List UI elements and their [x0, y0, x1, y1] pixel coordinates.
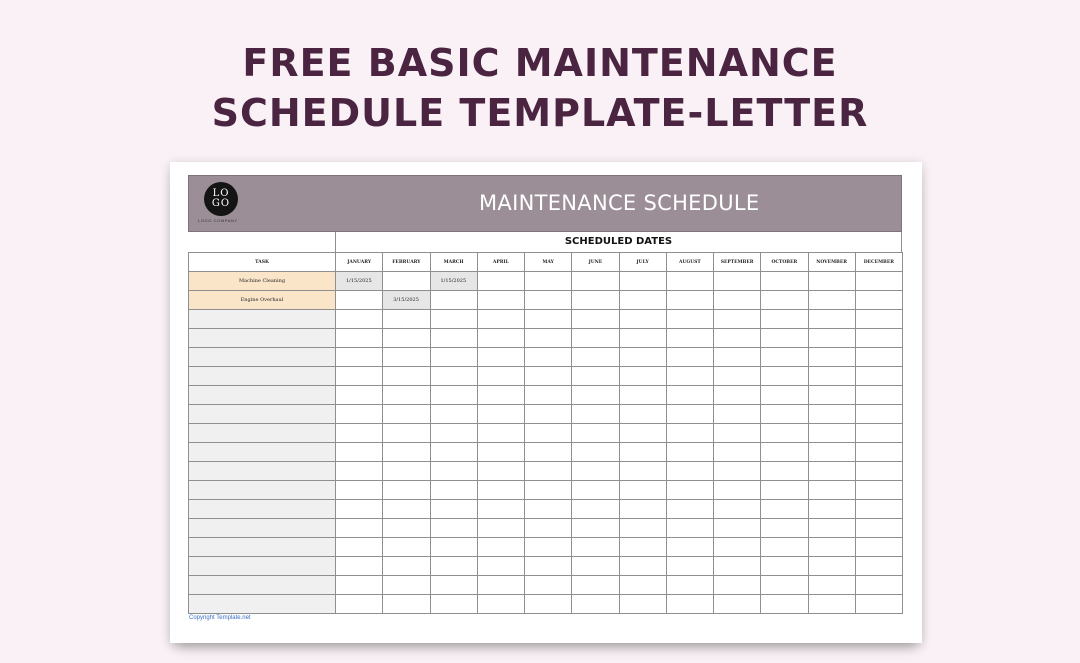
- date-cell[interactable]: [336, 405, 383, 424]
- date-cell[interactable]: 1/15/2025: [336, 272, 383, 291]
- date-cell[interactable]: [666, 576, 713, 595]
- table-row: [189, 538, 903, 557]
- date-cell[interactable]: [855, 500, 902, 519]
- date-cell[interactable]: [808, 405, 855, 424]
- date-cell[interactable]: [619, 405, 666, 424]
- company-logo: [204, 182, 238, 216]
- date-cell[interactable]: [666, 291, 713, 310]
- date-cell[interactable]: [761, 405, 808, 424]
- date-cell[interactable]: [761, 538, 808, 557]
- date-cell[interactable]: [572, 576, 619, 595]
- date-cell[interactable]: [336, 367, 383, 386]
- date-cell[interactable]: [666, 557, 713, 576]
- date-cell[interactable]: [477, 519, 524, 538]
- date-cell[interactable]: [619, 272, 666, 291]
- date-cell[interactable]: [761, 481, 808, 500]
- column-header-month: DECEMBER: [855, 253, 902, 272]
- date-cell[interactable]: [525, 405, 572, 424]
- date-cell[interactable]: [855, 386, 902, 405]
- date-cell[interactable]: [383, 272, 430, 291]
- logo-subtitle: LOGO COMPANY: [198, 218, 238, 223]
- date-cell[interactable]: [666, 519, 713, 538]
- table-row: [189, 424, 903, 443]
- task-cell[interactable]: Engine Overhaul: [189, 291, 336, 310]
- date-cell[interactable]: [525, 595, 572, 614]
- document-sheet: [170, 162, 922, 643]
- date-cell[interactable]: [430, 595, 477, 614]
- date-cell[interactable]: [572, 367, 619, 386]
- date-cell[interactable]: [808, 272, 855, 291]
- date-cell[interactable]: [525, 557, 572, 576]
- date-cell[interactable]: [808, 481, 855, 500]
- date-cell[interactable]: [808, 538, 855, 557]
- column-header-month: AUGUST: [666, 253, 713, 272]
- date-cell[interactable]: [336, 595, 383, 614]
- headline: [0, 38, 1080, 138]
- column-header-month: APRIL: [477, 253, 524, 272]
- date-cell[interactable]: [336, 348, 383, 367]
- date-cell[interactable]: [336, 481, 383, 500]
- date-cell[interactable]: [808, 424, 855, 443]
- date-cell[interactable]: [714, 595, 761, 614]
- date-cell[interactable]: [855, 310, 902, 329]
- date-cell[interactable]: [666, 405, 713, 424]
- date-cell[interactable]: [383, 348, 430, 367]
- date-cell[interactable]: [761, 291, 808, 310]
- date-cell[interactable]: [477, 462, 524, 481]
- date-cell[interactable]: [619, 443, 666, 462]
- date-cell[interactable]: [808, 348, 855, 367]
- date-cell[interactable]: [761, 595, 808, 614]
- date-cell[interactable]: [761, 557, 808, 576]
- logo-text-line-2: GO: [211, 198, 231, 209]
- date-cell[interactable]: [714, 424, 761, 443]
- date-cell[interactable]: [619, 519, 666, 538]
- date-cell[interactable]: [477, 481, 524, 500]
- date-cell[interactable]: [525, 481, 572, 500]
- date-cell[interactable]: [572, 481, 619, 500]
- date-cell[interactable]: [619, 329, 666, 348]
- column-header-month: SEPTEMBER: [714, 253, 761, 272]
- column-header-task: TASK: [189, 253, 336, 272]
- date-cell[interactable]: [808, 519, 855, 538]
- date-cell[interactable]: [761, 348, 808, 367]
- date-cell[interactable]: [761, 443, 808, 462]
- date-cell[interactable]: [761, 519, 808, 538]
- table-row: [189, 557, 903, 576]
- date-cell[interactable]: [477, 386, 524, 405]
- date-cell[interactable]: [761, 386, 808, 405]
- date-cell[interactable]: [525, 329, 572, 348]
- date-cell[interactable]: [383, 424, 430, 443]
- date-cell[interactable]: [714, 348, 761, 367]
- table-row: [189, 310, 903, 329]
- date-cell[interactable]: [855, 443, 902, 462]
- date-cell[interactable]: [525, 367, 572, 386]
- date-cell[interactable]: [572, 405, 619, 424]
- task-cell[interactable]: [189, 481, 336, 500]
- date-cell[interactable]: [808, 595, 855, 614]
- date-cell[interactable]: [477, 367, 524, 386]
- task-cell[interactable]: [189, 500, 336, 519]
- date-cell[interactable]: [855, 291, 902, 310]
- task-cell[interactable]: [189, 443, 336, 462]
- table-row: [189, 405, 903, 424]
- date-cell[interactable]: [619, 367, 666, 386]
- date-cell[interactable]: [383, 538, 430, 557]
- column-header-month: JULY: [619, 253, 666, 272]
- date-cell[interactable]: [336, 291, 383, 310]
- column-header-month: MARCH: [430, 253, 477, 272]
- table-row: [189, 386, 903, 405]
- date-cell[interactable]: [572, 272, 619, 291]
- date-cell[interactable]: [714, 291, 761, 310]
- date-cell[interactable]: [855, 462, 902, 481]
- date-cell[interactable]: [619, 538, 666, 557]
- date-cell[interactable]: [619, 424, 666, 443]
- date-cell[interactable]: [714, 519, 761, 538]
- date-cell[interactable]: [477, 424, 524, 443]
- date-cell[interactable]: [714, 443, 761, 462]
- logo-text-line-1: LO: [212, 188, 230, 199]
- date-cell[interactable]: [619, 462, 666, 481]
- date-cell[interactable]: [525, 348, 572, 367]
- date-cell[interactable]: [525, 291, 572, 310]
- date-cell[interactable]: [714, 481, 761, 500]
- schedule-table: [188, 252, 903, 614]
- date-cell[interactable]: [855, 557, 902, 576]
- date-cell[interactable]: [714, 462, 761, 481]
- date-cell[interactable]: [572, 538, 619, 557]
- date-cell[interactable]: [572, 424, 619, 443]
- date-cell[interactable]: [666, 386, 713, 405]
- date-cell[interactable]: [525, 424, 572, 443]
- date-cell[interactable]: [666, 272, 713, 291]
- date-cell[interactable]: [666, 481, 713, 500]
- date-cell[interactable]: [572, 329, 619, 348]
- date-cell[interactable]: [666, 310, 713, 329]
- headline-line-2: SCHEDULE TEMPLATE-LETTER: [211, 91, 869, 135]
- date-cell[interactable]: [808, 576, 855, 595]
- date-cell[interactable]: [619, 557, 666, 576]
- date-cell[interactable]: [525, 519, 572, 538]
- date-cell[interactable]: [808, 291, 855, 310]
- date-cell[interactable]: [572, 595, 619, 614]
- date-cell[interactable]: [383, 386, 430, 405]
- date-cell[interactable]: [714, 576, 761, 595]
- date-cell[interactable]: [808, 386, 855, 405]
- date-cell[interactable]: [477, 443, 524, 462]
- task-cell[interactable]: [189, 348, 336, 367]
- task-cell[interactable]: [189, 386, 336, 405]
- date-cell[interactable]: [761, 500, 808, 519]
- date-cell[interactable]: [666, 595, 713, 614]
- date-cell[interactable]: [714, 405, 761, 424]
- task-cell[interactable]: [189, 595, 336, 614]
- date-cell[interactable]: [714, 310, 761, 329]
- task-cell[interactable]: [189, 519, 336, 538]
- date-cell[interactable]: [808, 500, 855, 519]
- date-cell[interactable]: [477, 291, 524, 310]
- date-cell[interactable]: [477, 500, 524, 519]
- date-cell[interactable]: [666, 424, 713, 443]
- copyright-link[interactable]: Copyright Template.net: [189, 615, 251, 621]
- date-cell[interactable]: [477, 272, 524, 291]
- date-cell[interactable]: [761, 424, 808, 443]
- date-cell[interactable]: [855, 405, 902, 424]
- task-cell[interactable]: [189, 576, 336, 595]
- date-cell[interactable]: [430, 424, 477, 443]
- table-row: [189, 291, 903, 310]
- headline-line-1: FREE BASIC MAINTENANCE: [242, 41, 838, 85]
- date-cell[interactable]: [430, 443, 477, 462]
- date-cell[interactable]: [855, 272, 902, 291]
- date-cell[interactable]: [714, 272, 761, 291]
- date-cell[interactable]: [619, 291, 666, 310]
- date-cell[interactable]: [761, 329, 808, 348]
- date-cell[interactable]: [572, 462, 619, 481]
- schedule-title: MAINTENANCE SCHEDULE: [479, 191, 760, 215]
- date-cell[interactable]: [619, 576, 666, 595]
- date-cell[interactable]: [808, 557, 855, 576]
- date-cell[interactable]: [855, 348, 902, 367]
- date-cell[interactable]: [430, 329, 477, 348]
- date-cell[interactable]: [572, 557, 619, 576]
- date-cell[interactable]: [572, 500, 619, 519]
- date-cell[interactable]: [477, 405, 524, 424]
- date-cell[interactable]: 3/15/2025: [383, 291, 430, 310]
- date-cell[interactable]: [477, 310, 524, 329]
- date-cell[interactable]: [855, 329, 902, 348]
- date-cell[interactable]: [572, 291, 619, 310]
- date-cell[interactable]: [808, 329, 855, 348]
- table-row: [189, 576, 903, 595]
- date-cell[interactable]: [383, 462, 430, 481]
- table-row: [189, 595, 903, 614]
- date-cell[interactable]: [525, 272, 572, 291]
- column-header-month: FEBRUARY: [383, 253, 430, 272]
- date-cell[interactable]: [572, 386, 619, 405]
- date-cell[interactable]: [855, 538, 902, 557]
- date-cell[interactable]: [430, 386, 477, 405]
- date-cell[interactable]: [477, 348, 524, 367]
- task-cell[interactable]: [189, 424, 336, 443]
- date-cell[interactable]: [430, 481, 477, 500]
- date-cell[interactable]: [430, 500, 477, 519]
- date-cell[interactable]: [383, 595, 430, 614]
- date-cell[interactable]: [383, 443, 430, 462]
- date-cell[interactable]: [430, 519, 477, 538]
- date-cell[interactable]: [477, 329, 524, 348]
- date-cell[interactable]: [855, 595, 902, 614]
- date-cell[interactable]: [666, 329, 713, 348]
- task-cell[interactable]: [189, 462, 336, 481]
- date-cell[interactable]: [525, 310, 572, 329]
- date-cell[interactable]: [714, 538, 761, 557]
- date-cell[interactable]: [855, 424, 902, 443]
- task-cell[interactable]: [189, 557, 336, 576]
- date-cell[interactable]: [525, 538, 572, 557]
- date-cell[interactable]: [714, 367, 761, 386]
- table-header-row: [189, 253, 903, 272]
- date-cell[interactable]: [572, 519, 619, 538]
- date-cell[interactable]: [714, 329, 761, 348]
- date-cell[interactable]: [572, 348, 619, 367]
- date-cell[interactable]: [572, 443, 619, 462]
- date-cell[interactable]: [383, 310, 430, 329]
- table-row: [189, 481, 903, 500]
- date-cell[interactable]: [383, 576, 430, 595]
- date-cell[interactable]: [477, 538, 524, 557]
- date-cell[interactable]: [383, 481, 430, 500]
- date-cell[interactable]: [430, 576, 477, 595]
- column-header-month: OCTOBER: [761, 253, 808, 272]
- column-header-month: NOVEMBER: [808, 253, 855, 272]
- date-cell[interactable]: [525, 443, 572, 462]
- date-cell[interactable]: [714, 386, 761, 405]
- date-cell[interactable]: [855, 576, 902, 595]
- schedule-banner: [188, 175, 902, 232]
- table-row: [189, 272, 903, 291]
- date-cell[interactable]: 1/15/2025: [430, 272, 477, 291]
- date-cell[interactable]: [808, 462, 855, 481]
- date-cell[interactable]: [430, 291, 477, 310]
- date-cell[interactable]: [430, 405, 477, 424]
- date-cell[interactable]: [336, 310, 383, 329]
- date-cell[interactable]: [666, 443, 713, 462]
- date-cell[interactable]: [761, 272, 808, 291]
- date-cell[interactable]: [666, 500, 713, 519]
- date-cell[interactable]: [430, 557, 477, 576]
- date-cell[interactable]: [430, 310, 477, 329]
- date-cell[interactable]: [808, 443, 855, 462]
- table-row: [189, 443, 903, 462]
- date-cell[interactable]: [336, 576, 383, 595]
- date-cell[interactable]: [619, 348, 666, 367]
- column-header-month: JUNE: [572, 253, 619, 272]
- date-cell[interactable]: [666, 367, 713, 386]
- date-cell[interactable]: [336, 557, 383, 576]
- date-cell[interactable]: [525, 576, 572, 595]
- task-cell[interactable]: [189, 367, 336, 386]
- date-cell[interactable]: [808, 310, 855, 329]
- date-cell[interactable]: [761, 367, 808, 386]
- date-cell[interactable]: [761, 576, 808, 595]
- date-cell[interactable]: [336, 538, 383, 557]
- date-cell[interactable]: [383, 405, 430, 424]
- date-cell[interactable]: [572, 310, 619, 329]
- date-cell[interactable]: [383, 329, 430, 348]
- scheduled-dates-heading: SCHEDULED DATES: [335, 232, 902, 252]
- task-cell[interactable]: Machine Cleaning: [189, 272, 336, 291]
- date-cell[interactable]: [383, 500, 430, 519]
- task-cell[interactable]: [189, 405, 336, 424]
- date-cell[interactable]: [430, 462, 477, 481]
- date-cell[interactable]: [714, 557, 761, 576]
- date-cell[interactable]: [525, 386, 572, 405]
- table-row: [189, 329, 903, 348]
- date-cell[interactable]: [430, 348, 477, 367]
- date-cell[interactable]: [714, 500, 761, 519]
- date-cell[interactable]: [666, 348, 713, 367]
- table-row: [189, 519, 903, 538]
- date-cell[interactable]: [477, 595, 524, 614]
- date-cell[interactable]: [619, 310, 666, 329]
- date-cell[interactable]: [336, 519, 383, 538]
- date-cell[interactable]: [336, 443, 383, 462]
- column-header-month: JANUARY: [336, 253, 383, 272]
- date-cell[interactable]: [619, 595, 666, 614]
- date-cell[interactable]: [761, 310, 808, 329]
- date-cell[interactable]: [761, 462, 808, 481]
- task-cell[interactable]: [189, 329, 336, 348]
- date-cell[interactable]: [336, 424, 383, 443]
- date-cell[interactable]: [383, 557, 430, 576]
- table-row: [189, 500, 903, 519]
- date-cell[interactable]: [477, 557, 524, 576]
- date-cell[interactable]: [383, 519, 430, 538]
- date-cell[interactable]: [666, 538, 713, 557]
- date-cell[interactable]: [855, 519, 902, 538]
- date-cell[interactable]: [855, 481, 902, 500]
- date-cell[interactable]: [855, 367, 902, 386]
- date-cell[interactable]: [336, 500, 383, 519]
- date-cell[interactable]: [430, 367, 477, 386]
- date-cell[interactable]: [619, 500, 666, 519]
- date-cell[interactable]: [430, 538, 477, 557]
- date-cell[interactable]: [525, 462, 572, 481]
- table-row: [189, 367, 903, 386]
- task-cell[interactable]: [189, 538, 336, 557]
- task-cell[interactable]: [189, 310, 336, 329]
- date-cell[interactable]: [336, 462, 383, 481]
- date-cell[interactable]: [477, 576, 524, 595]
- table-row: [189, 348, 903, 367]
- date-cell[interactable]: [336, 386, 383, 405]
- date-cell[interactable]: [336, 329, 383, 348]
- date-cell[interactable]: [383, 367, 430, 386]
- date-cell[interactable]: [525, 500, 572, 519]
- column-header-month: MAY: [525, 253, 572, 272]
- table-row: [189, 462, 903, 481]
- date-cell[interactable]: [619, 386, 666, 405]
- date-cell[interactable]: [666, 462, 713, 481]
- date-cell[interactable]: [619, 481, 666, 500]
- date-cell[interactable]: [808, 367, 855, 386]
